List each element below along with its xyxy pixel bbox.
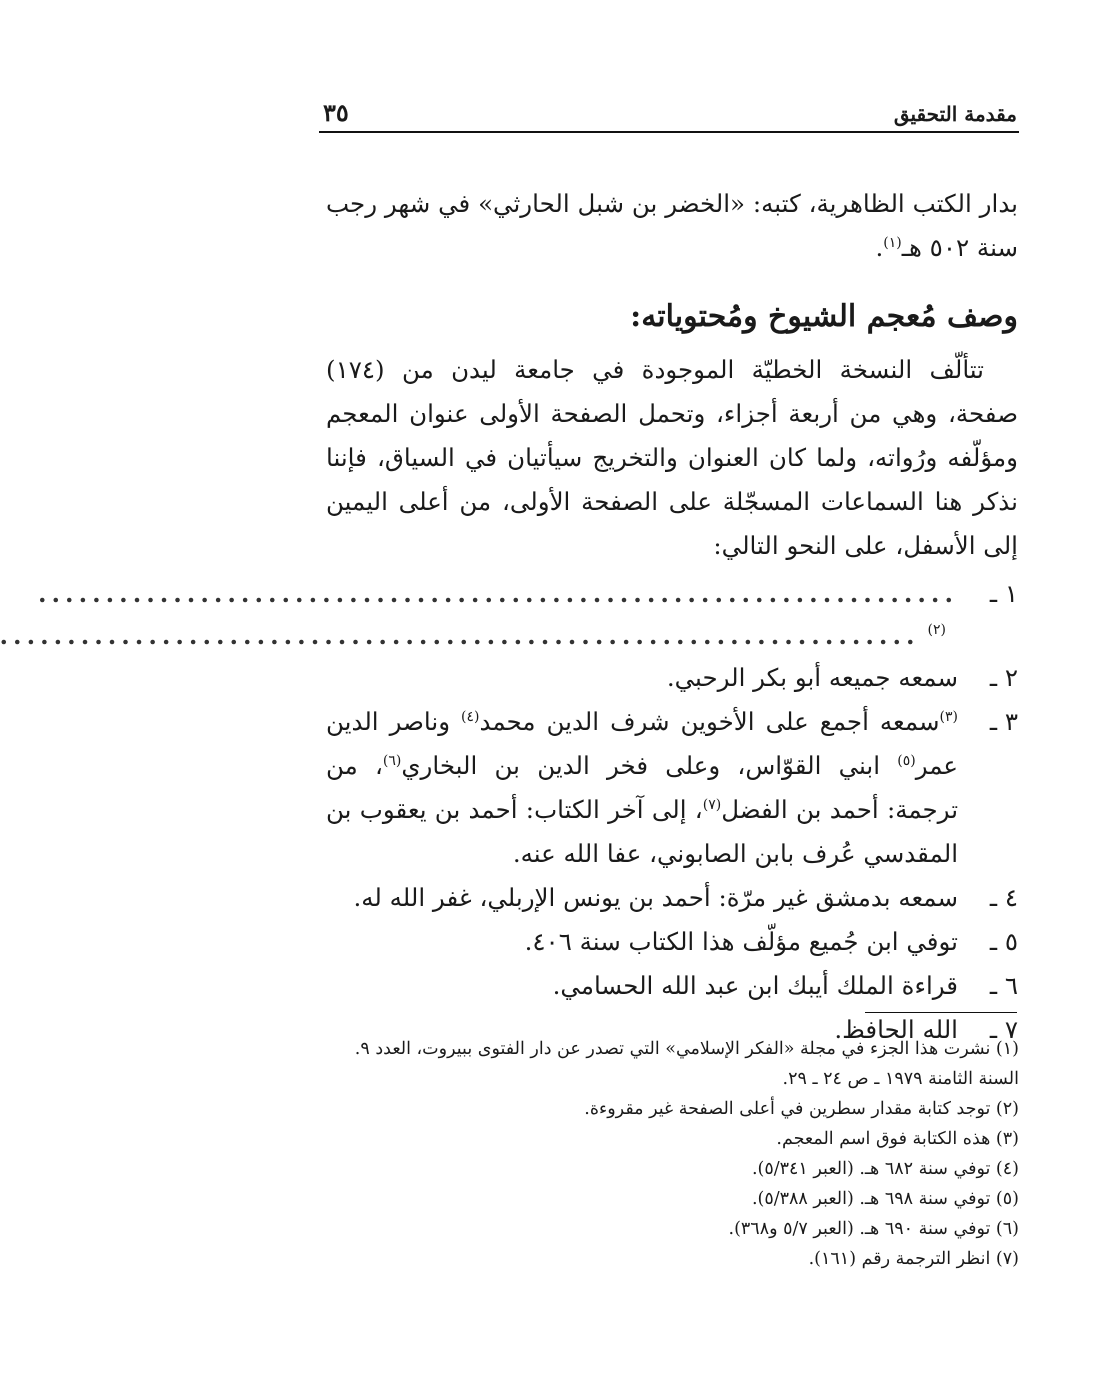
footnote: (٥) توفي سنة ٦٩٨ هـ. (العبر ٥/٣٨٨).	[751, 1189, 1019, 1209]
illegible-dots: ....................................................................	[0, 621, 920, 650]
list-item	[326, 964, 1018, 1008]
footnote-marker-3: (٣)	[939, 708, 958, 725]
list-item	[37, 572, 1018, 616]
footnote-marker-6: (٦)	[382, 752, 402, 769]
footnote: (٤) توفي سنة ٦٨٢ هـ. (العبر ٥/٣٤١).	[751, 1159, 1019, 1179]
footnote-continuation: السنة الثامنة ١٩٧٩ ـ ص ٢٤ ـ ٢٩.	[782, 1069, 1019, 1089]
main-text	[0, 182, 1018, 1052]
footnote: (٦) توفي سنة ٦٩٠ هـ. (العبر ٥/٧ و٣٦٨).	[728, 1219, 1019, 1239]
footnote-marker-1: (١)	[883, 234, 902, 251]
running-title: مقدمة التحقيق	[893, 102, 1017, 126]
sama-list	[0, 572, 1018, 1052]
illegible-dots: ....................................................................	[37, 579, 958, 608]
intro-end: .	[875, 233, 884, 262]
footnotes	[321, 1034, 1019, 1274]
section-title: وصف مُعجم الشيوخ ومُحتوياته:	[630, 299, 1018, 334]
footnote-marker-4: (٤)	[461, 708, 480, 725]
header-rule	[319, 131, 1019, 133]
item-text-part: ، من ترجمة: أحمد بن الفضل	[326, 751, 959, 824]
item-text-part: سمعه أجمع على الأخوين شرف الدين محمد	[479, 707, 940, 736]
item-text	[326, 700, 958, 876]
illegible-dots-line-2	[0, 616, 958, 656]
item-text-part: ، إلى آخر الكتاب: أحمد بن يعقوب بن المقدسي عُرف بابن الصابوني، عفا الله عنه.	[326, 795, 958, 868]
item-number: ٣ ـ	[989, 707, 1018, 736]
footnote-marker-2: (٢)	[927, 622, 946, 638]
intro-paragraph	[326, 182, 1018, 270]
list-item	[326, 920, 1018, 964]
list-item	[326, 876, 1018, 920]
footnote: (١) نشرت هذا الجزء في مجلة «الفكر الإسلامي» التي تصدر عن دار الفتوى ببيروت، العدد ٩.	[354, 1039, 1019, 1059]
footnote-rule	[865, 1012, 1017, 1013]
item-number: ٦ ـ	[989, 971, 1018, 1000]
intro-text: بدار الكتب الظاهرية، كتبه: «الخضر بن شبل الحارثي» في شهر رجب سنة ٥٠٢ هـ	[326, 189, 1018, 262]
item-text: سمعه بدمشق غير مرّة: أحمد بن يونس الإربلي، غفر الله له.	[353, 883, 958, 912]
item-text-part: ابني القوّاس، وعلى فخر الدين بن البخاري	[401, 751, 898, 780]
item-number: ٤ ـ	[989, 883, 1018, 912]
footnote: (٣) هذه الكتابة فوق اسم المعجم.	[776, 1129, 1019, 1149]
item-text-part: وناصر الدين عمر	[326, 707, 958, 780]
item-text: قراءة الملك أيبك ابن عبد الله الحسامي.	[552, 971, 958, 1000]
list-item	[326, 700, 1018, 876]
section-paragraph: تتألّف النسخة الخطيّة الموجودة في جامعة ليدن من (١٧٤) صفحة، وهي من أربعة أجزاء، وتحمل الصفحة الأولى عنوان المعجم ومؤلّفه ورُواته، ولما كان العنوان والتخريج سيأتيان في السياق، فإننا نذكر هنا السماعات المسجّلة على الصفحة الأولى، من أعلى اليمين إلى الأسفل، على النحو التالي:	[326, 355, 1018, 560]
item-text: توفي ابن جُميع مؤلّف هذا الكتاب سنة ٤٠٦.	[524, 927, 958, 956]
item-number: ١ ـ	[989, 579, 1018, 608]
footnote: (٢) توجد كتابة مقدار سطرين في أعلى الصفحة غير مقروءة.	[584, 1099, 1019, 1119]
item-number: ٢ ـ	[989, 663, 1018, 692]
item-number: ٥ ـ	[989, 927, 1018, 956]
item-number: ٧ ـ	[989, 1015, 1018, 1044]
page-header	[319, 96, 1017, 134]
footnote: (٧) انظر الترجمة رقم (١٦١).	[808, 1249, 1019, 1269]
list-item	[326, 656, 1018, 700]
item-text: الله الحافظ.	[834, 1015, 958, 1044]
footnote-marker-7: (٧)	[702, 796, 722, 813]
item-text: سمعه جميعه أبو بكر الرحبي.	[666, 663, 958, 692]
page-number: ٣٥	[323, 98, 349, 127]
footnote-marker-5: (٥)	[897, 752, 916, 769]
